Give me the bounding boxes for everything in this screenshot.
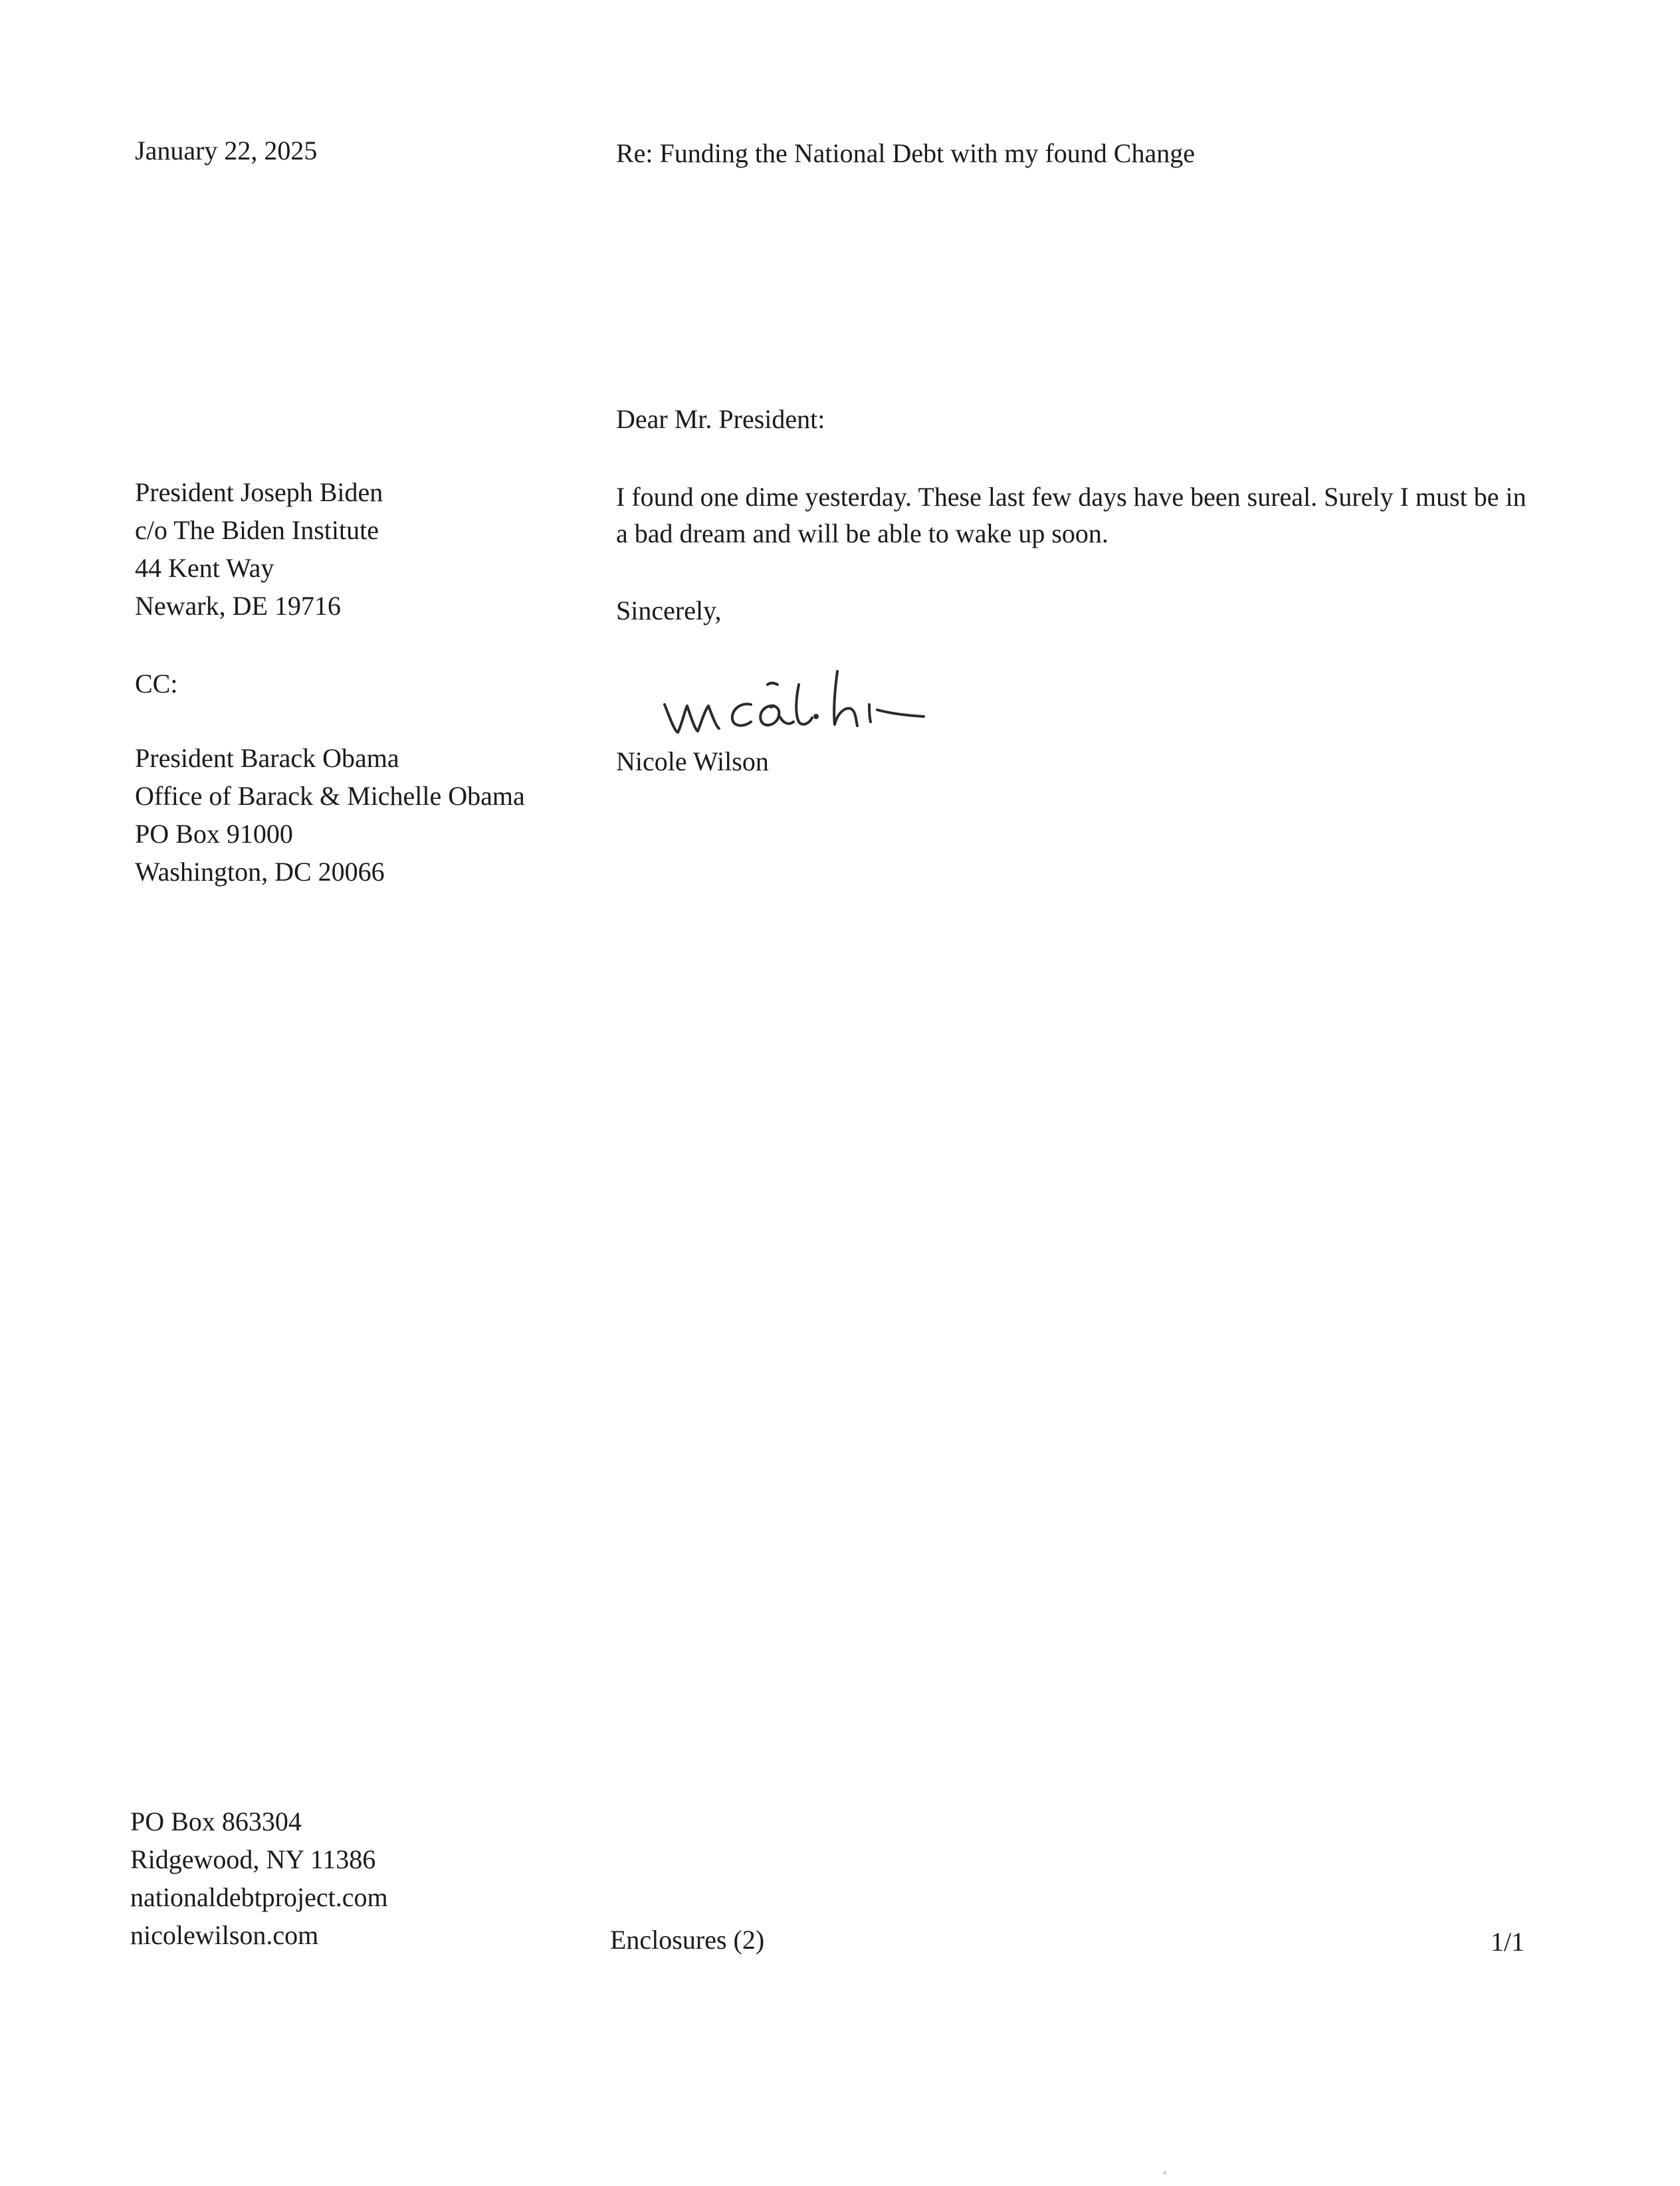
recipient-line: 44 Kent Way	[135, 553, 274, 583]
cc-recipient-line: Washington, DC 20066	[135, 857, 385, 887]
sender-line: nationaldebtproject.com	[130, 1882, 388, 1912]
cc-recipient-line: President Barack Obama	[135, 743, 399, 773]
salutation: Dear Mr. President:	[616, 404, 825, 434]
enclosures-note: Enclosures (2)	[610, 1925, 765, 1955]
recipient-address	[135, 473, 383, 625]
recipient-line: President Joseph Biden	[135, 477, 383, 507]
letter-subject: Re: Funding the National Debt with my found Change	[616, 138, 1195, 168]
closing: Sincerely,	[616, 596, 722, 625]
scan-speck	[1163, 2171, 1167, 2175]
cc-recipient-line: Office of Barack & Michelle Obama	[135, 781, 525, 811]
cc-recipient-address	[135, 739, 525, 891]
recipient-line: Newark, DE 19716	[135, 591, 341, 621]
sender-address	[130, 1803, 388, 1954]
cc-label: CC:	[135, 669, 178, 699]
sender-line: Ridgewood, NY 11386	[130, 1844, 376, 1874]
recipient-line: c/o The Biden Institute	[135, 515, 379, 545]
handwritten-signature-icon	[658, 658, 957, 744]
letter-body: I found one dime yesterday. These last few days have been sureal. Surely I must be in a bad dream and will be able to wake up soon.	[616, 482, 1526, 548]
sender-line: PO Box 863304	[130, 1806, 302, 1836]
sender-line: nicolewilson.com	[130, 1920, 319, 1950]
letter-date: January 22, 2025	[135, 136, 318, 165]
signer-name: Nicole Wilson	[616, 746, 769, 776]
cc-recipient-line: PO Box 91000	[135, 819, 293, 849]
page-number: 1/1	[1491, 1927, 1525, 1957]
